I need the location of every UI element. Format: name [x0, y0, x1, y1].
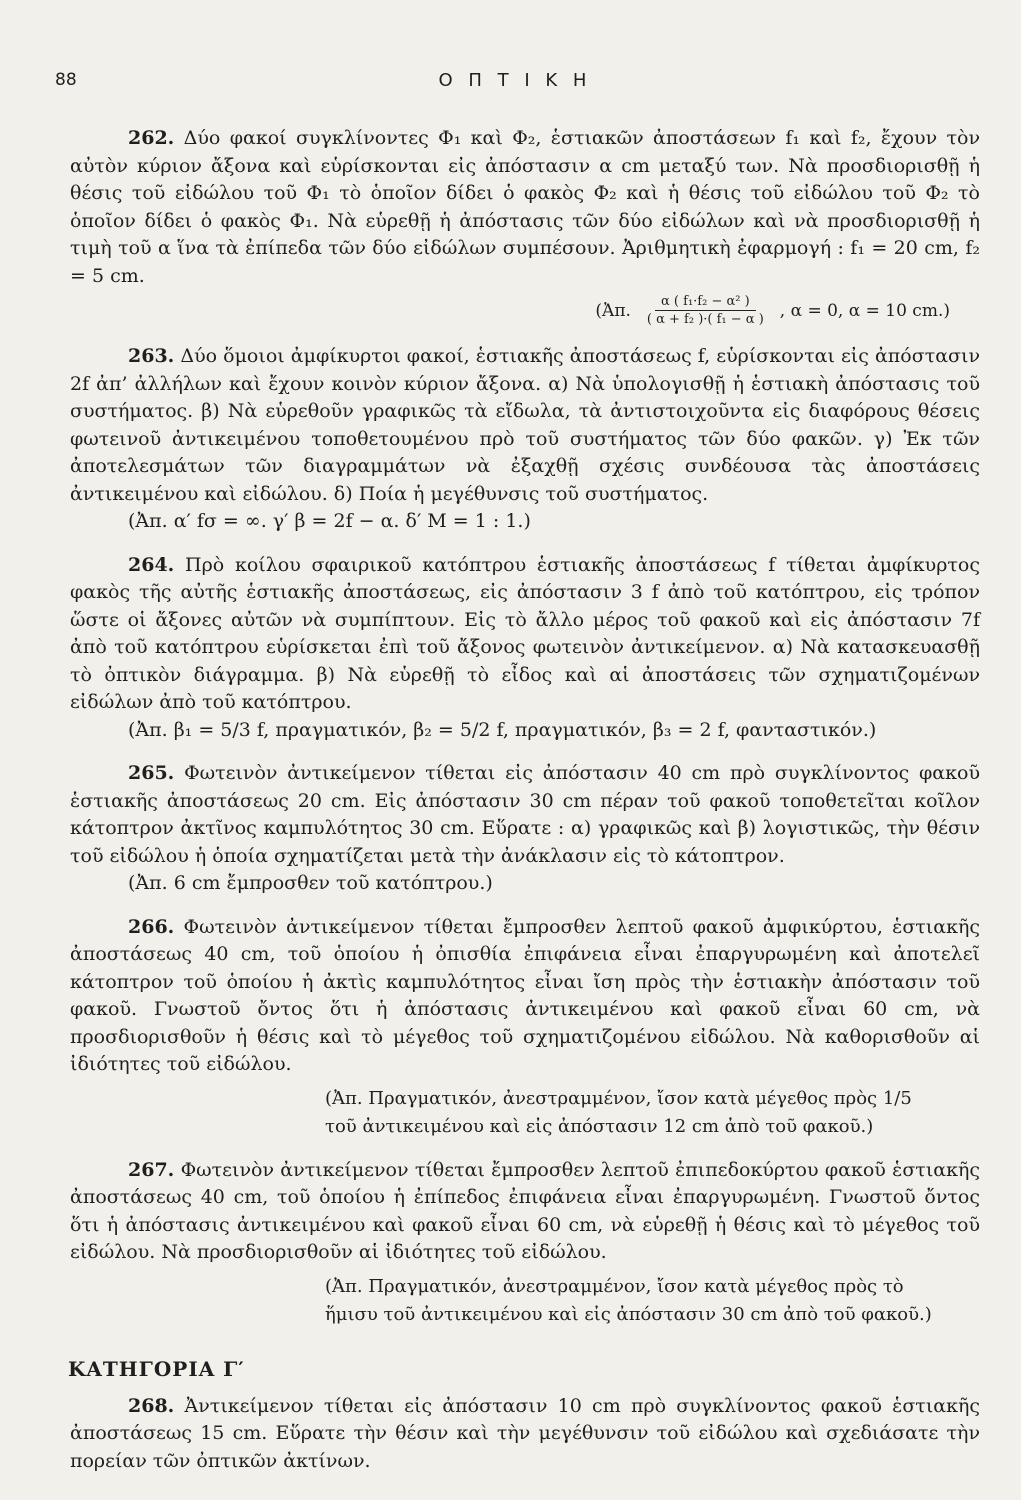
problem-body: Φωτεινὸν ἀντικείμενον τίθεται ἔμπροσθεν λεπτοῦ ἐπιπεδοκύρτου φακοῦ ἑστιακῆς ἀποστάσεως 40 cm, τοῦ ὁποίου ἡ ἐπίπεδος ἐπιφάνεια εἶναι ἐπαργυρωμένη. Γνωστοῦ ὄντος ὅτι ἡ ἀπόστασις ἀντικειμένου καὶ φακοῦ εἶναι 60 cm, νὰ εὑρεθῇ ἡ θέσις καὶ τὸ μέγεθος τοῦ εἰδώλου. Νὰ προσδιορισθοῦν αἱ ἰδιότητες τοῦ εἰδώλου.: [70, 1158, 980, 1263]
problem-268: [70, 1393, 980, 1476]
problem-number: 267.: [128, 1158, 175, 1181]
problem-text: [70, 1157, 980, 1267]
problem-text: [70, 914, 980, 1079]
problem-body: Φωτεινὸν ἀντικείμενον τίθεται ἔμπροσθεν λεπτοῦ φακοῦ ἀμφικύρτου, ἑστιακῆς ἀποστάσεως 40 cm, τοῦ ὁποίου ἡ ὀπισθία ἐπιφάνεια εἶναι ἐπαργυρωμένη καὶ ἀποτελεῖ κάτοπτρον τοῦ ὁποίου ἡ ἀκτὶς καμπυλότητος εἶναι ἴση πρὸς τὴν ἑστιακὴν ἀπόστασιν τοῦ φακοῦ. Γνωστοῦ ὄντος ὅτι ἡ ἀπόστασις ἀντικειμένου καὶ φακοῦ εἶναι 60 cm, νὰ προσδιορισθοῦν ἡ θέσις καὶ τὸ μέγεθος τοῦ σχηματιζομένου εἰδώλου. Νὰ καθορισθοῦν αἱ ἰδιότητες τοῦ εἰδώλου.: [70, 915, 980, 1075]
problem-text: [70, 552, 980, 717]
answer-line: τοῦ ἀντικειμένου καὶ εἰς ἀπόστασιν 12 cm ἀπὸ τοῦ φακοῦ.): [325, 1115, 874, 1137]
problem-number: 262.: [128, 127, 175, 149]
problem-body: Δύο ὅμοιοι ἀμφίκυρτοι φακοί, ἑστιακῆς ἀποστάσεως f, εὑρίσκονται εἰς ἀπόστασιν 2f ἀπ’ ἀλλήλων καὶ ἔχουν κοινὸν κύριον ἄξονα. α) Νὰ ὑπολογισθῇ ἡ ἑστιακὴ ἀπόστασις τοῦ συστήματος. β) Νὰ εὑρεθοῦν γραφικῶς τὰ εἴδωλα, τὰ ἀντιστοιχοῦντα εἰς διαφόρους θέσεις φωτεινοῦ ἀντικειμένου τοποθετουμένου πρὸ τοῦ συστήματος τῶν δύο φακῶν. γ) Ἐκ τῶν ἀποτελεσμάτων τῶν διαγραμμάτων νὰ ἐξαχθῇ σχέσις συνδέουσα τὰς ἀποστάσεις ἀντικειμένου καὶ εἰδώλου. δ) Ποία ἡ μεγέθυνσις τοῦ συστήματος.: [70, 345, 980, 505]
problem-body: Πρὸ κοίλου σφαιρικοῦ κατόπτρου ἑστιακῆς ἀποστάσεως f τίθεται ἀμφίκυρτος φακὸς τῆς αὐτῆς ἑστιακῆς ἀποστάσεως, εἰς ἀπόστασιν 3 f ἀπὸ τοῦ κατόπτρου, εἰς τρόπον ὥστε οἱ ἄξονες αὐτῶν νὰ συμπίπτουν. Εἰς τὸ ἄλλο μέρος τοῦ φακοῦ καὶ εἰς ἀπόστασιν 7f ἀπὸ τοῦ κατόπτρου εὑρίσκεται ἐπὶ τοῦ ἄξονος φωτεινὸν ἀντικείμενον. α) Νὰ κατασκευασθῇ τὸ ὀπτικὸν διάγραμμα. β) Νὰ εὑρεθῇ τὸ εἶδος καὶ αἱ ἀποστάσεις τῶν σχηματιζομένων εἰδώλων ἀπὸ τοῦ κατόπτρου.: [70, 553, 980, 713]
problem-264: [70, 552, 980, 745]
answer: [325, 1273, 980, 1329]
answer-line: (Ἀπ. Πραγματικόν, ἀνεστραμμένον, ἴσον κατὰ μέγεθος πρὸς 1/5: [325, 1087, 912, 1109]
section-heading: ΚΑΤΗΓΟΡΙΑ Γ′: [68, 1356, 245, 1381]
problem-number: 266.: [128, 915, 175, 938]
problem-number: 263.: [128, 345, 175, 367]
answer: (Ἀπ. α′ fσ = ∞. γ′ β = 2f − α. δ′ M = 1 : 1.): [128, 510, 531, 532]
problem-267: [70, 1157, 980, 1329]
fraction-numerator: α ( f₁·f₂ − α² ): [655, 294, 756, 311]
problem-266: [70, 914, 980, 1141]
problem-text: [70, 125, 980, 290]
answer: (Ἀπ. 6 cm ἔμπροσθεν τοῦ κατόπτρου.): [128, 872, 493, 894]
answer-line: ἥμισυ τοῦ ἀντικειμένου καὶ εἰς ἀπόστασιν 30 cm ἀπὸ τοῦ φακοῦ.): [325, 1303, 932, 1325]
page-header: [55, 70, 975, 100]
problem-263: [70, 343, 980, 536]
problem-body: Ἀντικείμενον τίθεται εἰς ἀπόστασιν 10 cm πρὸ συγκλίνοντος φακοῦ ἑστιακῆς ἀποστάσεως 15 cm. Εὕρατε τὴν θέσιν καὶ τὴν μεγέθυνσιν τοῦ εἰδώλου καὶ σχεδιάσατε τὴν πορείαν τῶν ὀπτικῶν ἀκτίνων.: [70, 1394, 980, 1472]
answer-line: (Ἀπ. Πραγματικόν, ἀνεστραμμένον, ἴσον κατὰ μέγεθος πρὸς τὸ: [325, 1275, 904, 1297]
running-title: Ο Π Τ Ι Κ Η: [438, 70, 592, 91]
answer-prefix: (Ἀπ.: [595, 300, 631, 321]
problem-number: 268.: [128, 1394, 175, 1417]
problem-body: Φωτεινὸν ἀντικείμενον τίθεται εἰς ἀπόστασιν 40 cm πρὸ συγκλίνοντος φακοῦ ἑστιακῆς ἀποστάσεως 20 cm. Εἰς ἀπόστασιν 30 cm πέραν τοῦ φακοῦ τοποθετεῖται κοῖλον κάτοπτρον ἀκτῖνος καμπυλότητος 30 cm. Εὕρατε : α) γραφικῶς καὶ β) λογιστικῶς, τὴν θέσιν τοῦ εἰδώλου ἡ ὁποία σχηματίζεται μετὰ τὴν ἀνάκλασιν εἰς τὸ κάτοπτρον.: [70, 762, 980, 867]
answer: (Ἀπ. β₁ = 5/3 f, πραγματικόν, β₂ = 5/2 f, πραγματικόν, β₃ = 2 f, φανταστικόν.): [128, 718, 877, 741]
problem-265: [70, 760, 980, 898]
problem-number: 264.: [128, 553, 175, 576]
answer-suffix: , α = 0, α = 10 cm.): [779, 300, 950, 321]
problem-text: [70, 343, 980, 508]
problem-number: 265.: [128, 762, 175, 784]
page-content: [70, 125, 980, 1491]
problem-text: [70, 1393, 980, 1476]
fraction: [641, 294, 770, 327]
problem-text: [70, 760, 980, 870]
answer: [325, 1085, 980, 1141]
page-number: 88: [55, 70, 77, 90]
fraction-denominator: ( α + f₂ )·( f₁ − α ): [646, 312, 764, 327]
answer-formula: [70, 294, 980, 327]
problem-262: [70, 125, 980, 327]
problem-body: Δύο φακοί συγκλίνοντες Φ₁ καὶ Φ₂, ἑστιακῶν ἀποστάσεων f₁ καὶ f₂, ἔχουν τὸν αὐτὸν κύριον ἄξονα καὶ εὑρίσκονται εἰς ἀπόστασιν α cm μεταξύ των. Νὰ προσδιορισθῇ ἡ θέσις τοῦ εἰδώλου τοῦ Φ₁ τὸ ὁποῖον δίδει ὁ φακὸς Φ₂ καὶ ἡ θέσις τοῦ εἰδώλου τοῦ Φ₂ τὸ ὁποῖον δίδει ὁ φακὸς Φ₁. Νὰ εὑρεθῇ ἡ ἀπόστασις τῶν δύο εἰδώλων καὶ νὰ προσδιορισθῇ ἡ τιμὴ τοῦ α ἵνα τὰ ἐπίπεδα τῶν δύο εἰδώλων συμπέσουν. Ἀριθμητικὴ ἐφαρμογή : f₁ = 20 cm, f₂ = 5 cm.: [70, 127, 981, 287]
